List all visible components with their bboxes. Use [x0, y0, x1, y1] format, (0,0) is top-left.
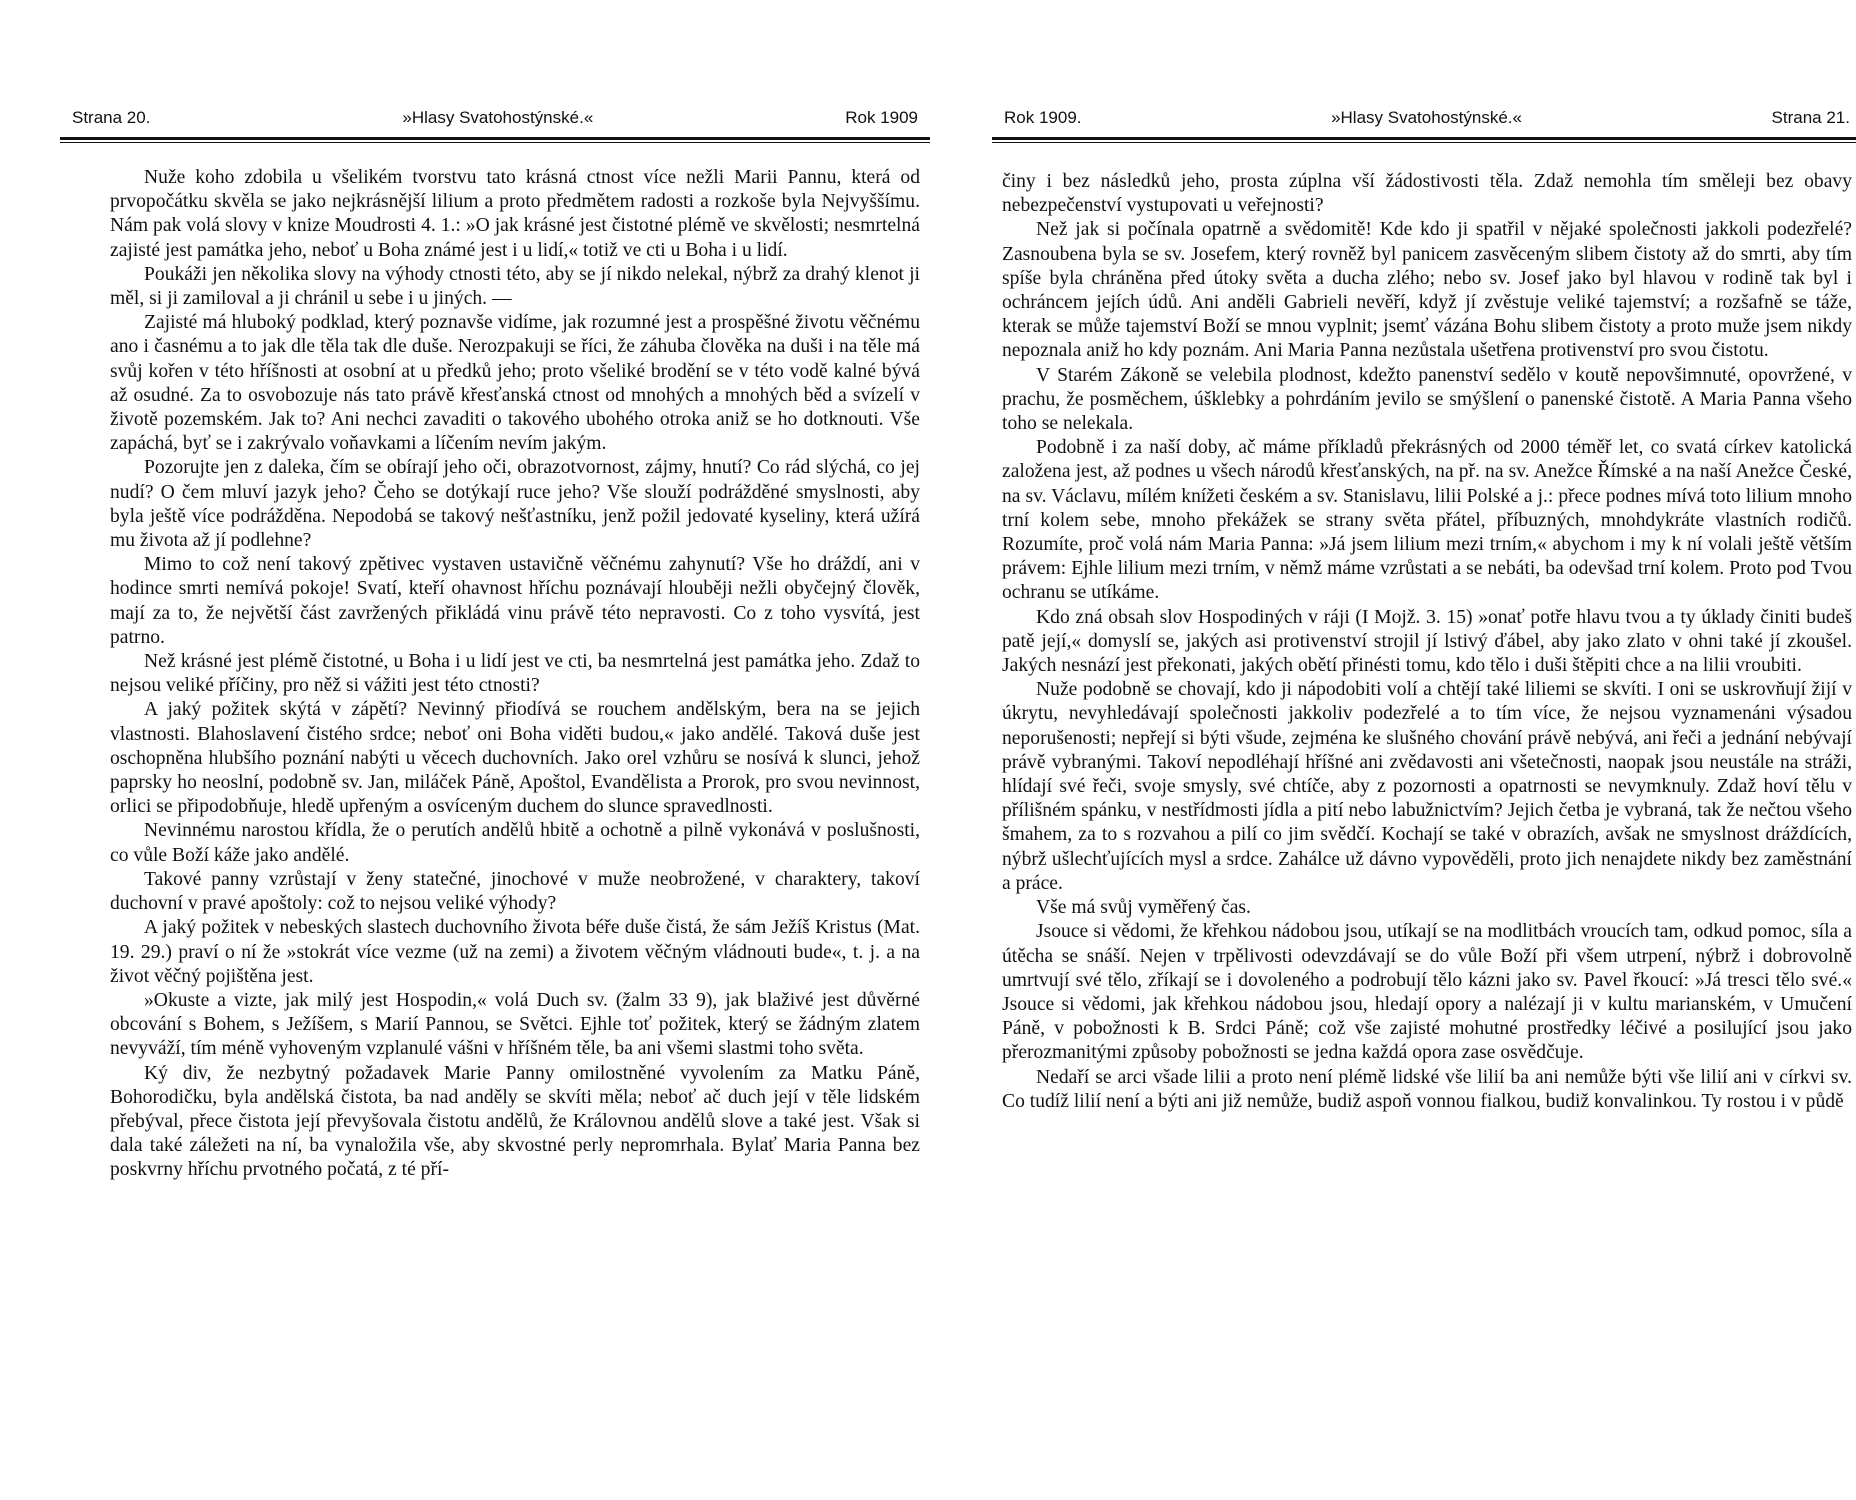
paragraph: Mimo to což není takový zpětivec vystaven ustavičně věčnému zahynutí? Vše ho dráždí, ani v hodince smrti nemívá pokoje! Svatí, kteří ohavnost hříchu poznávají hlouběji nežli obyčejný člověk, mají za to, že největší část zavržených přikládá vinu právě této nepravosti. Co z toho vysvítá, jest patrno. — [110, 554, 920, 648]
left-page-header — [72, 108, 918, 128]
paragraph: Jsouce si vědomi, že křehkou nádobou jsou, utíkají se na modlitbách vroucích tam, odkud pomoc, síla a útěcha se snáší. Nejen v trpělivosti odevzdávají se do vůle Boží při všem utrpení, nýbrž i dobrovolně umrtvují své tělo, zříkají se i dovoleného a podrobují tělo kázni jako sv. Pavel řkoucí: »Já tresci tělo své.« Jsouce si vědomi, jak křehkou nádobou jsou, hledají opory a nalézají ji v kultu marianském, v Umučení Páně, v pobožnosti k B. Srdci Páně; což vše zajisté mohutné prostředky léčivé a posilující jsou jako přerozmanitými způsoby pobožnosti se jedna každá opora zase osvědčuje. — [1002, 921, 1852, 1064]
paragraph: A jaký požitek v nebeských slastech duchovního života béře duše čistá, že sám Ježíš Kristus (Mat. 19. 29.) praví o ní že »stokrát více vezme (už na zemi) a životem věčným vládnouti bude«, t. j. a na život věčný pojištěna jest. — [110, 917, 920, 987]
paragraph: Podobně i za naší doby, ač máme příkladů překrásných od 2000 téměř let, co svatá církev katolická založena jest, až podnes u všech národů křesťanských, na př. na sv. Anežce Římské a na naší Anežce České, na sv. Václavu, mílém knížeti českém a sv. Stanislavu, lilii Polské a j.: přece podnes mívá toto lilium mnoho trní kolem sebe, mnoho překážek se strany světa přátel, příbuzných, mnohdykráte vlastních rodičů. Rozumíte, proč volá nám Maria Panna: »Já jsem lilium mezi trním,« abychom i my k ní volali ještě větším právem: Ejhle lilium mezi trním, v němž máme vzrůstati a se nebáti, ba odevšad trní kolem. Proto pod Tvou ochranu se utíkáme. — [1002, 437, 1852, 604]
paragraph: Vše má svůj vyměřený čas. — [1036, 897, 1251, 919]
paragraph: Nedaří se arci všade lilii a proto není plémě lidské vše lilií ba ani nemůže býti vše lilií ani v církvi sv. Co tudíž lilií není a býti ani již nemůže, budiž aspoň vonnou fialkou, budiž konvalinkou. Ty rostou i v půdě — [1002, 1066, 1852, 1112]
paragraph: Nuže koho zdobila u všelikém tvorstvu tato krásná ctnost více nežli Marii Pannu, která od prvopočátku skvěla se jako nejkrásnější lilium a proto předmětem radosti a rozkoše byla Nejvyššímu. Nám pak volá slovy v knize Moudrosti 4. 1.: »O jak krásné jest čistotné plémě ve skvělosti; nesmrtelná zajisté jest památka jeho, neboť u Boha známé jest i u lidí,« totiž ve cti u Boha i u lidí. — [110, 167, 920, 261]
paragraph: Než jak si počínala opatrně a svědomitě! Kde kdo ji spatřil v nějaké společnosti jakkoli podezřelé? Zasnoubena byla se sv. Josefem, který rovněž byl panicem zasvěceným slibem čistoty až do smrti, aby tím spíše byla chráněna před útoky světa a ducha zlého; nebo sv. Josef jako byl hlavou v rodině tak byl i ochráncem jejích údů. Ani anděli Gabrieli nevěří, když jí zvěstuje veliké tajemství; a rozšafně se táže, kterak se může tajemství Boží se mnou vyplnit; jsemť vázána Bohu slibem čistoty a proto muže jsem nikdy nepoznala aniž ho kdy poznám. Ani Maria Panna nezůstala ušetřena protivenství pro svou čistotu. — [1002, 219, 1852, 362]
right-header-rule — [992, 137, 1856, 140]
left-year: Rok 1909 — [845, 108, 918, 127]
paragraph: Ký div, že nezbytný požadavek Marie Panny omilostněné vyvolením za Matku Páně, Bohorodičku, byla andělská čistota, ba nad anděly se skvíti měla; neboť ač duch její v těle lidském přebýval, přece čistota její převyšovala čistotu andělů, že Královnou andělů slove a také jest. Však si dala také záležeti na ní, ba vynaložila vše, aby skvostné perly nepromrhala. Bylať Maria Panna bez poskvrny hříchu prvotného počatá, z té pří- — [110, 1062, 920, 1181]
left-page — [60, 0, 930, 1500]
right-year: Rok 1909. — [1004, 108, 1082, 127]
left-body-text — [110, 166, 920, 1183]
left-journal-title: »Hlasy Svatohostýnské.« — [402, 108, 594, 127]
paragraph: Zajisté má hluboký podklad, který poznavše vidíme, jak rozumné jest a prospěšné životu věčnému ano i časnému a to jak dle těla tak dle duše. Nerozpakuji se říci, že záhuba člověka na duši i na těle má svůj kořen v této hříšnosti at osobní at u předků jeho; proto všeliké brodění se v této vodě kalné bývá až osudné. Za to osvobozuje nás tato právě křesťanská ctnost od mnohých a mnohých běd a svízelí v životě pozemském. Jak to? Ani nechci zavaditi o takového ubohého otroka aniž se ho dotknouti. Vše zapáchá, byť se i zakrývalo voňavkami a líčením nevím jakým. — [110, 312, 920, 455]
paragraph: činy i bez následků jeho, prosta zúplna vší žádostivosti těla. Zdaž nemohla tím směleji bez obavy nebezpečenství vystupovati u veřejnosti? — [1002, 171, 1852, 217]
paragraph: Nuže podobně se chovají, kdo ji nápodobiti volí a chtějí také liliemi se skvíti. I oni se uskrovňují žijí v úkrytu, nevyhledávají společnosti jakkoliv podezřelé a to tím více, že nejsou vyznamenáni výsadou neporušenosti; nepřejí si býti všude, zejména ke slušného chování právě nebývá, ani řeči a jednání nebývají právě vybranými. Takoví nepodléhají hříšné ani zvědavosti ani všetečnosti, naopak jsou neustále na stráži, hlídají své řeči, svoje smysly, své chtíče, aby z pozornosti a opatrnosti se nevymknuly. Zdaž hoví tělu v přílišném spánku, v nestřídmosti jídla a pití nebo labužnictvím? Jejich četba je vybraná, tak že nečtou všeho šmahem, za to s rozvahou a pilí co jim svědčí. Kochají se také v obrazích, avšak ne smyslnost dráždících, nýbrž ušlechťujících mysl a srdce. Zahálce už dávno vypověděli, proto jich nenajdete nikdy bez zaměstnání a práce. — [1002, 679, 1852, 894]
paragraph: Než krásné jest plémě čistotné, u Boha i u lidí jest ve cti, ba nesmrtelná jest památka jeho. Zdaž to nejsou veliké příčiny, pro něž si vážiti jest této ctnosti? — [110, 651, 920, 697]
paragraph: A jaký požitek skýtá v zápětí? Nevinný přiodívá se rouchem andělským, bera na se jejich vlastnosti. Blahoslavení čistého srdce; neboť oni Boha viděti budou,« jako andělé. Taková duše jest oschopněna hlubšího poznání nabýti u věcech duchovních. Jako orel vzhůru se nosívá k slunci, jehož paprsky ho neoslní, podobně sv. Jan, miláček Páně, Apoštol, Evandělista a Prorok, pro svou nevinnost, orlici se připodobňuje, hledě upřeným a osvíceným duchem do slunce spravedlnosti. — [110, 699, 920, 818]
left-header-rule — [60, 137, 930, 140]
left-page-number: Strana 20. — [72, 108, 151, 127]
paragraph: Poukáži jen několika slovy na výhody ctnosti této, aby se jí nikdo nelekal, nýbrž za drahý klenot ji měl, si ji zamiloval a ji chránil u sebe i u jiných. — — [110, 263, 920, 310]
right-body-text — [1002, 170, 1852, 1114]
right-journal-title: »Hlasy Svatohostýnské.« — [1331, 108, 1522, 127]
paragraph: »Okuste a vizte, jak milý jest Hospodin,« volá Duch sv. (žalm 33 9), jak blaživé jest důvěrné obcování s Bohem, s Ježíšem, s Marií Pannou, se Světci. Ejhle toť požitek, který se žádným zlatem nevyváží, tím méně vyhoveným vzplanulé vášni v hříšném těle, ba ani všemi slastmi toho světa. — [110, 989, 920, 1060]
paragraph: Pozorujte jen z daleka, čím se obírají jeho oči, obrazotvornost, zájmy, hnutí? Co rád slýchá, co jej nudí? O čem mluví jazyk jeho? Čeho se dotýkají ruce jeho? Vše slouží podrážděné smyslnosti, aby byla ještě více podrážděna. Nepodobá se takový nešťastníku, jenž požil jedovaté kyseliny, která užírá mu života až jí podlehne? — [110, 457, 920, 552]
paragraph: V Starém Zákoně se velebila plodnost, kdežto panenství sedělo v koutě nepovšimnuté, opovržené, v prachu, že posměchem, úšklebky a pohrdáním jevilo se smýšlení o panenské čistotě. A Maria Panna všeho toho se nelekala. — [1002, 364, 1852, 435]
right-page-number: Strana 21. — [1771, 108, 1850, 127]
paragraph: Kdo zná obsah slov Hospodiných v ráji (I Mojž. 3. 15) »onať potře hlavu tvou a ty úklady činiti budeš patě její,« domyslí se, jakých asi protivenství strojil jí lstivý ďábel, aby jako zlato v ohni také jí zkoušel. Jakých nesnází jest překonati, jakých obětí přinésti tomu, kdo tělo i duši štěpiti chce a na lilii vroubiti. — [1002, 606, 1852, 677]
paragraph: Takové panny vzrůstají v ženy statečné, jinochové v muže neobrožené, v charaktery, takoví duchovní v pravé apoštoly: což to nejsou veliké výhody? — [110, 868, 920, 915]
right-page — [992, 0, 1856, 1500]
paragraph: Nevinnému narostou křídla, že o perutích andělů hbitě a ochotně a pilně vykonává v poslušnosti, co vůle Boží káže jako andělé. — [110, 820, 920, 866]
right-page-header — [1004, 108, 1850, 128]
